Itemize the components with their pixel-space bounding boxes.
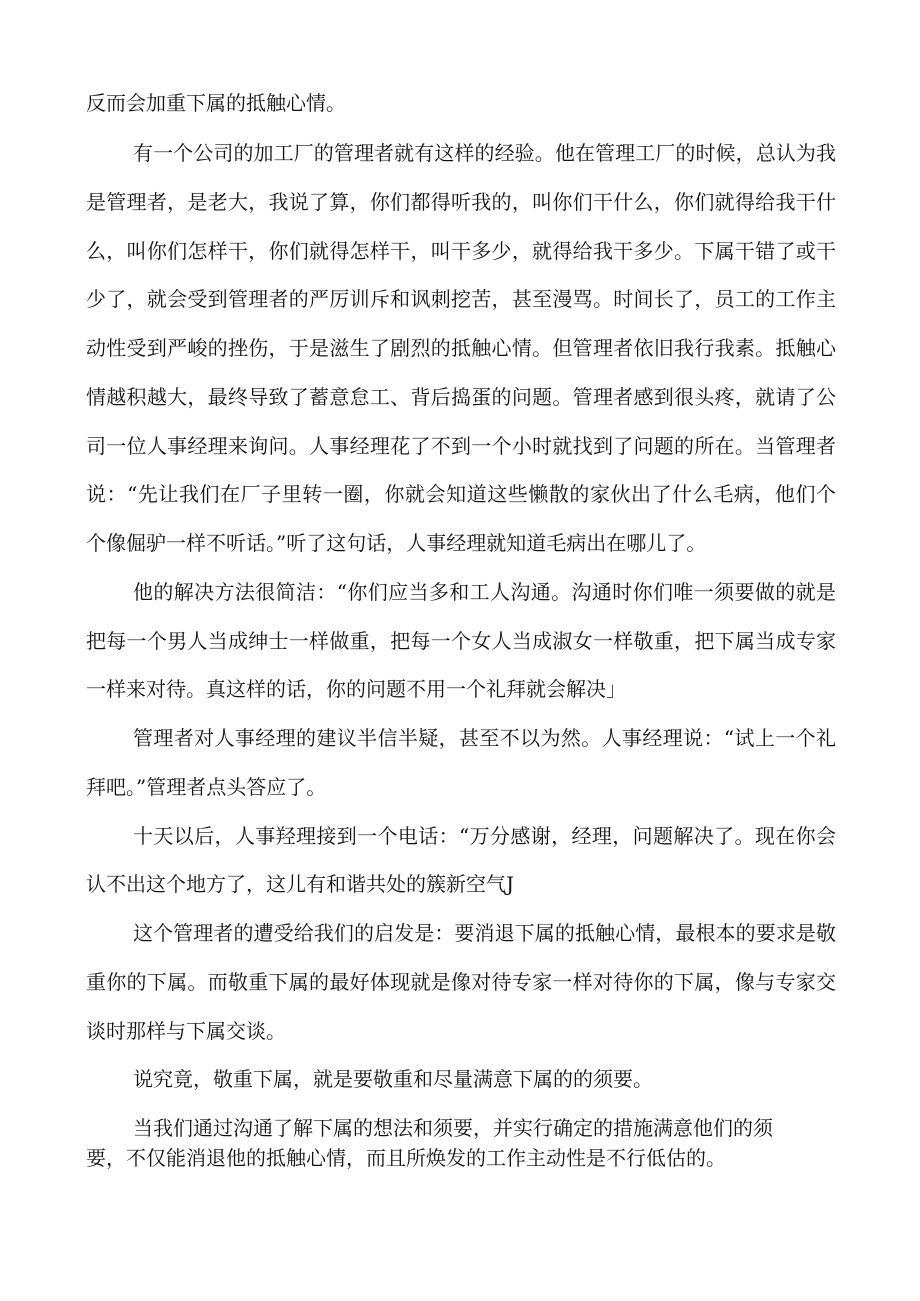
- paragraph-line: 动性受到严峻的挫伤，于是滋生了剧烈的抵触心情。但管理者依旧我行我素。抵触心: [86, 336, 836, 360]
- paragraph-line: 有一个公司的加工厂的管理者就有这样的经验。他在管理工厂的时候，总认为我: [133, 141, 836, 165]
- paragraph-line: 个像倔驴一样不听话。”听了这句话，人事经理就知道毛病出在哪儿了。: [86, 531, 707, 555]
- paragraph-line: 当我们通过沟通了解下属的想法和须要，并实行确定的措施满意他们的须: [133, 1116, 773, 1140]
- paragraph-line: 把每一个男人当成绅士一样做重，把每一个女人当成淑女一样敬重，把下属当成专家: [86, 629, 836, 653]
- paragraph-line: 一样来对待。真这样的话，你的问题不用一个礼拜就会解决」: [86, 677, 626, 701]
- paragraph-line: 十天以后，人事羟理接到一个电话：“万分感谢，经理，问题解决了。现在你会: [133, 824, 836, 848]
- paragraph-line: 拜吧。”管理者点头答应了。: [86, 775, 327, 799]
- paragraph-line: 反而会加重下属的抵触心情。: [86, 91, 346, 115]
- paragraph-line: 司一位人事经理来询问。人事经理花了不到一个小时就找到了问题的所在。当管理者: [86, 434, 836, 458]
- paragraph-line: 要，不仅能消退他的抵触心情，而且所焕发的工作主动性是不行低估的。: [86, 1146, 726, 1170]
- paragraph-line: 说究竟，敬重下属，就是要敬重和尽量满意下属的的须要。: [133, 1067, 653, 1091]
- paragraph-line: 少了，就会受到管理者的严厉训斥和讽刺挖苦，甚至漫骂。时间长了，员工的工作主: [86, 287, 836, 311]
- paragraph-line: 么，叫你们怎样干，你们就得怎样干，叫干多少，就得给我干多少。下属干错了或干: [86, 239, 836, 263]
- paragraph-line: 谈时那样与下属交谈。: [86, 1019, 286, 1043]
- paragraph-line: 他的解决方法很简洁：“你们应当多和工人沟通。沟通时你们唯一须要做的就是: [133, 580, 836, 604]
- paragraph-line: 重你的下属。而敬重下属的最好体现就是像对待专家一样对待你的下属，像与专家交: [86, 970, 836, 994]
- paragraph-line: 是管理者，是老大，我说了算，你们都得听我的，叫你们干什么，你们就得给我干什: [86, 190, 836, 214]
- paragraph-line: 这个管理者的遭受给我们的启发是：要消退下属的抵触心情，最根本的要求是敬: [133, 921, 836, 945]
- paragraph-line: 说：“先让我们在厂子里转一圈，你就会知道这些懒散的家伙出了什么毛病，他们个: [86, 482, 836, 506]
- paragraph-line: 管理者对人事经理的建议半信半疑，甚至不以为然。人事经理说：“试上一个礼: [133, 726, 836, 750]
- paragraph-line: 认不出这个地方了，这儿有和谐共处的簇新空气J: [86, 872, 515, 896]
- paragraph-line: 情越积越大，最终导致了蓄意怠工、背后捣蛋的问题。管理者感到很头疼，就请了公: [86, 385, 836, 409]
